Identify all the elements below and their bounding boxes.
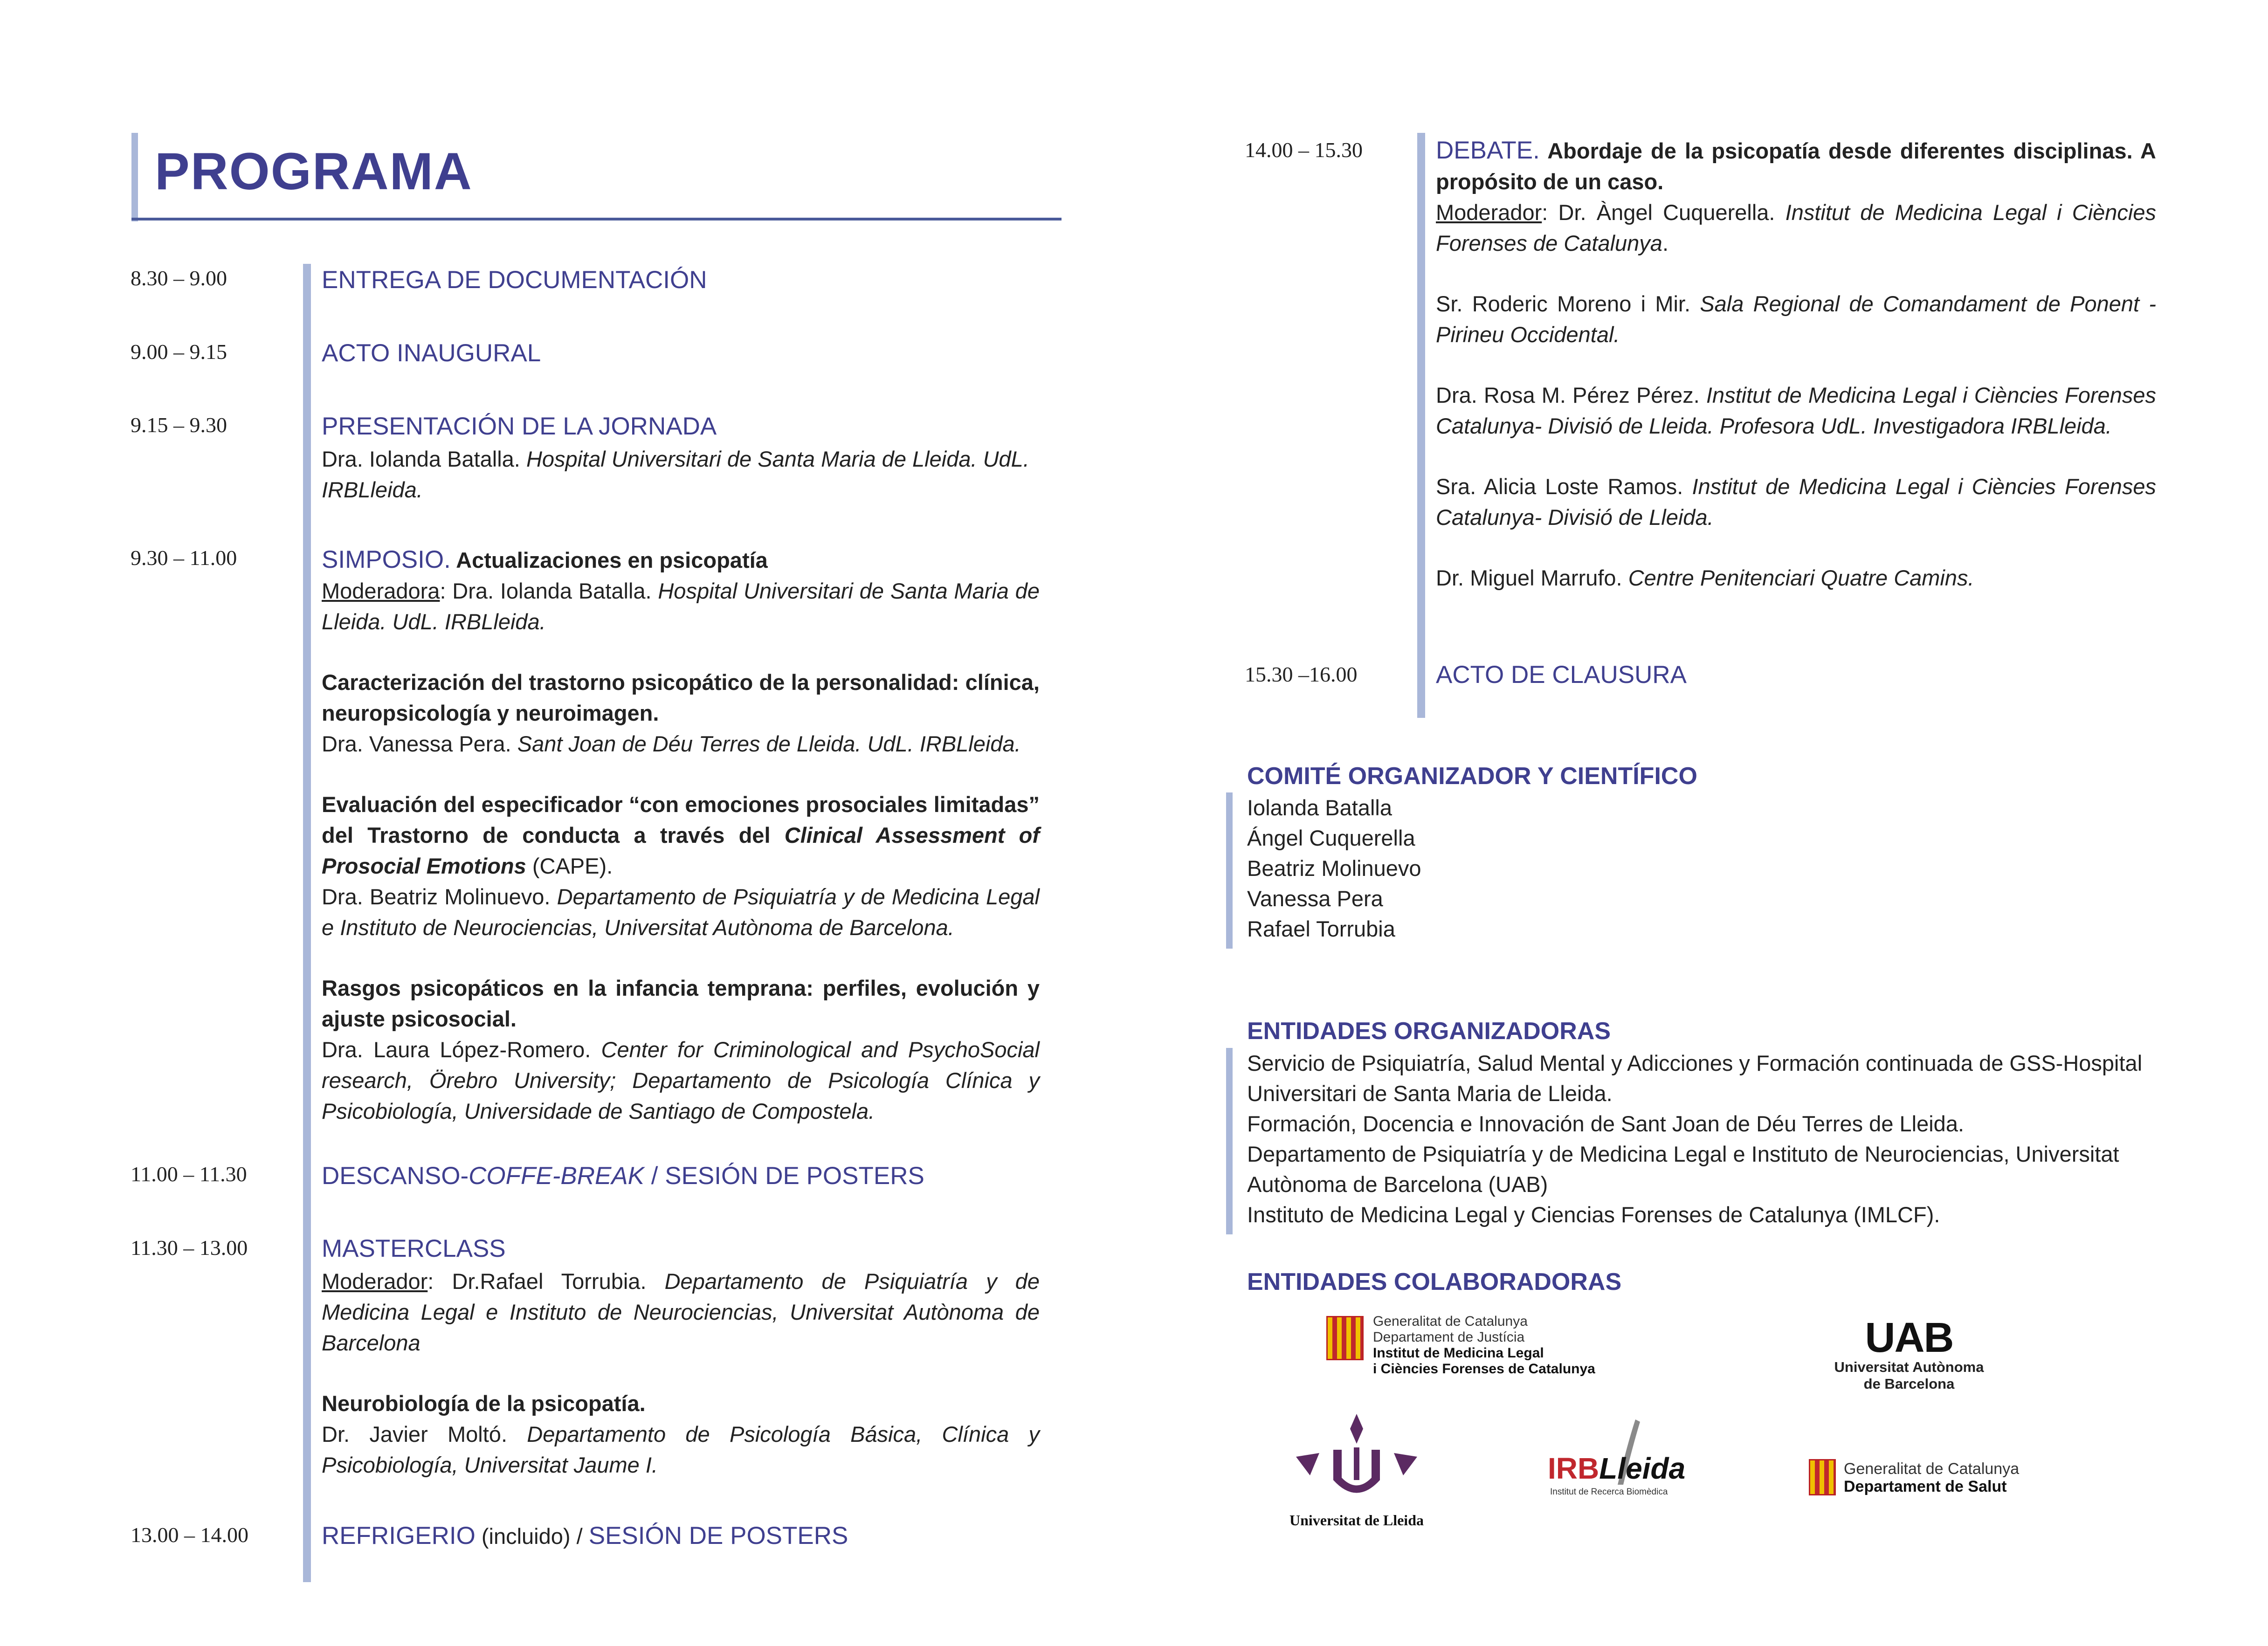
moderator-name: : Dra. Iolanda Batalla. — [440, 579, 658, 603]
time-slot: 11.00 – 11.30 — [131, 1162, 247, 1186]
session-block — [322, 1233, 1040, 1481]
heading-part: / SESIÓN DE POSTERS — [644, 1162, 924, 1190]
panelist-name: Dr. Miguel Marrufo. — [1436, 565, 1628, 590]
speaker-affiliation: Center for Criminological and PsychoSocial research, Örebro University; Departamento de Psicología Clínica y Psicobiología, Universidade de Santiago de Compostela. — [322, 1037, 1040, 1123]
committee-member: Beatriz Molinuevo — [1247, 856, 1421, 881]
moderator-label: Moderador — [1436, 200, 1542, 225]
moderator-label: Moderadora — [322, 579, 440, 603]
moderator-affiliation: Institut de Medicina Legal i Ciències Forenses de Catalunya — [1436, 200, 2156, 255]
time-slot: 8.30 – 9.00 — [131, 266, 227, 290]
heading-part: REFRIGERIO — [322, 1522, 476, 1550]
time-slot: 9.15 – 9.30 — [131, 413, 227, 437]
speaker-name: Dra. Laura López-Romero. — [322, 1037, 601, 1062]
speaker-line — [322, 1419, 1040, 1481]
talk-title-italic: Clinical Assessment of Prosocial Emotions — [322, 823, 1040, 878]
time-slot: 14.00 – 15.30 — [1245, 138, 1363, 162]
heading-note: (incluido) / — [475, 1524, 589, 1549]
uab-logo — [1827, 1317, 1991, 1401]
speaker-line — [322, 882, 1040, 943]
talk-title-part: Evaluación del especificador “con emociones prosociales limitadas” del Trastorno de conducta a través del — [322, 792, 1040, 847]
speaker-affiliation: Departamento de Psiquiatría y de Medicina Legal e Instituto de Neurociencias, Universitat Autònoma de Barcelona. — [322, 884, 1040, 940]
time-slot: 13.00 – 14.00 — [131, 1523, 248, 1547]
talk-title: Neurobiología de la psicopatía. — [322, 1391, 646, 1416]
panelist-line — [1436, 289, 2156, 350]
salut-logo — [1809, 1459, 2051, 1506]
committee-list — [1247, 792, 2175, 944]
session-heading: ACTO INAUGURAL — [322, 339, 541, 367]
logo-line: Generalitat de Catalunya — [1844, 1460, 2020, 1478]
imlcf-logo-text — [1373, 1314, 1595, 1377]
panelist-name: Sr. Roderic Moreno i Mir. — [1436, 291, 1700, 316]
uab-mark: UAB — [1865, 1315, 1953, 1361]
speaker-line — [322, 729, 1040, 759]
organizer-item: Instituto de Medicina Legal y Ciencias Forenses de Catalunya (IMLCF). — [1247, 1202, 1940, 1227]
panelist-affiliation: Centre Penitenciari Quatre Camins. — [1628, 565, 1974, 590]
panelist-affiliation: Sala Regional de Comandament de Ponent - Pirineu Occidental. — [1436, 291, 2157, 347]
speaker-line — [322, 444, 1040, 505]
organizer-item: Formación, Docencia e Innovación de Sant Joan de Déu Terres de Lleida. — [1247, 1111, 1965, 1136]
logo-line: i Ciències Forenses de Catalunya — [1373, 1361, 1595, 1377]
speaker-affiliation: Sant Joan de Déu Terres de Lleida. UdL. IRBLleida. — [517, 731, 1021, 756]
moderator-name: : Dr.Rafael Torrubia. — [427, 1269, 665, 1294]
time-slot: 9.30 – 11.00 — [131, 546, 237, 570]
panelist-line — [1436, 471, 2156, 533]
salut-logo-text — [1844, 1460, 2019, 1495]
logo-line: Departament de Justícia — [1373, 1329, 1525, 1345]
organizers-accent-bar — [1226, 1048, 1233, 1234]
speaker-affiliation: Departamento de Psicología Básica, Clínica y Psicobiología, Universitat Jaume I. — [322, 1422, 1040, 1477]
panelist-name: Sra. Alicia Loste Ramos. — [1436, 474, 1692, 499]
organizers-title: ENTIDADES ORGANIZADORAS — [1247, 1018, 1611, 1045]
irb-wordmark — [1548, 1452, 1685, 1485]
committee-member: Rafael Torrubia — [1247, 916, 1395, 941]
imlcf-logo — [1326, 1314, 1629, 1384]
senyera-icon — [1809, 1459, 1836, 1495]
logo-line: Institut de Medicina Legal — [1373, 1345, 1544, 1361]
session-block — [322, 411, 1040, 505]
talk-title: Caracterización del trastorno psicopático de la personalidad: clínica, neuropsicología y neuroimagen. — [322, 670, 1040, 725]
session-subtitle: Actualizaciones en psicopatía — [450, 548, 768, 572]
session-heading: MASTERCLASS — [322, 1235, 506, 1262]
talk-title: Rasgos psicopáticos en la infancia temprana: perfiles, evolución y ajuste psicosocial. — [322, 976, 1040, 1031]
moderator-affiliation: Hospital Universitari de Santa Maria de Lleida. UdL. IRBLleida. — [322, 579, 1040, 634]
irb-subtitle: Institut de Recerca Biomèdica — [1550, 1487, 1668, 1497]
panelist-line — [1436, 563, 2156, 593]
irb-wordmark-black: Lleida — [1599, 1452, 1686, 1485]
udl-logo-text: Universitat de Lleida — [1289, 1512, 1424, 1529]
speaker-line — [322, 1034, 1040, 1127]
panelist-affiliation: Institut de Medicina Legal i Ciències Forenses Catalunya- Divisió de Lleida. Profesora UdL. Investigadora IRBLleida. — [1436, 383, 2156, 438]
speaker-name: Dra. Beatriz Molinuevo. — [322, 884, 557, 909]
irb-wordmark-red: IRB — [1548, 1452, 1599, 1485]
panelist-affiliation: Institut de Medicina Legal i Ciències Forenses Catalunya- Divisió de Lleida. — [1436, 474, 2156, 530]
panelist-name: Dra. Rosa M. Pérez Pérez. — [1436, 383, 1706, 407]
moderator-line — [322, 1266, 1040, 1358]
moderator-line: Moderador: Dr. Àngel Cuquerella. Institut de Medicina Legal i Ciències Forenses de Catalunya. — [1436, 200, 2156, 255]
organizer-item: Departamento de Psiquiatría y de Medicina Legal e Instituto de Neurociencias, Universitat Autònoma de Barcelona (UAB) — [1247, 1142, 2119, 1197]
committee-member: Iolanda Batalla — [1247, 795, 1392, 820]
heading-part: DESCANSO- — [322, 1162, 469, 1190]
session-subtitle: Abordaje de la psicopatía desde diferentes disciplinas. A propósito de un caso. — [1436, 138, 2156, 194]
speaker-name: Dra. Iolanda Batalla. — [322, 447, 526, 471]
session-heading: ENTREGA DE DOCUMENTACIÓN — [322, 266, 707, 294]
session-heading-line — [1436, 135, 2156, 197]
committee-title: COMITÉ ORGANIZADOR Y CIENTÍFICO — [1247, 763, 1697, 790]
moderator-name: : Dr. Àngel Cuquerella. — [1542, 200, 1785, 225]
session-heading-line — [322, 544, 1040, 576]
heading-italic: COFFE-BREAK — [469, 1162, 645, 1190]
time-slot: 11.30 – 13.00 — [131, 1236, 248, 1260]
udl-logo — [1268, 1410, 1445, 1536]
session-heading: SIMPOSIO. — [322, 546, 451, 573]
time-slot: 15.30 –16.00 — [1245, 662, 1358, 686]
logo-line: Generalitat de Catalunya — [1373, 1314, 1528, 1329]
organizer-item: Servicio de Psiquiatría, Salud Mental y Adicciones y Formación continuada de GSS-Hospital Universitari de Santa Maria de Lleida. — [1247, 1051, 2143, 1106]
moderator-line — [322, 576, 1040, 637]
talk-title-part: (CAPE). — [526, 854, 613, 878]
title-accent-bar — [131, 133, 138, 221]
organizers-list — [1247, 1048, 2175, 1230]
title-underline — [131, 218, 1062, 220]
talk-title — [322, 789, 1040, 882]
right-timeline-bar — [1417, 133, 1425, 718]
title-block — [131, 133, 1062, 221]
session-block — [1436, 135, 2156, 593]
panelist-line — [1436, 380, 2156, 441]
logo-line: Universitat Autònoma — [1834, 1359, 1984, 1375]
page-title: PROGRAMA — [155, 142, 473, 200]
session-heading: PRESENTACIÓN DE LA JORNADA — [322, 413, 717, 440]
moderator-affiliation: Departamento de Psiquiatría y de Medicina Legal e Instituto de Neurociencias, Universitat Autònoma de Barcelona — [322, 1269, 1040, 1355]
speaker-affiliation: Hospital Universitari de Santa Maria de Lleida. UdL. IRBLleida. — [322, 447, 1029, 502]
udl-emblem-icon — [1268, 1410, 1445, 1508]
heading-part: SESIÓN DE POSTERS — [588, 1522, 848, 1550]
committee-member: Vanessa Pera — [1247, 886, 1383, 911]
logo-line: Departament de Salut — [1844, 1478, 2007, 1495]
session-heading: DEBATE. — [1436, 137, 1540, 164]
session-heading: ACTO DE CLAUSURA — [1436, 661, 1687, 689]
senyera-icon — [1326, 1316, 1364, 1360]
committee-accent-bar — [1226, 792, 1233, 949]
time-slot: 9.00 – 9.15 — [131, 340, 227, 364]
irblleida-logo — [1548, 1417, 1702, 1510]
session-block — [322, 544, 1040, 1127]
committee-member: Ángel Cuquerella — [1247, 826, 1415, 850]
speaker-name: Dra. Vanessa Pera. — [322, 731, 517, 756]
moderator-label: Moderador — [322, 1269, 428, 1294]
left-timeline-bar — [303, 264, 311, 1582]
logo-line: de Barcelona — [1863, 1376, 1955, 1392]
session-heading — [322, 1161, 1040, 1191]
speaker-name: Dr. Javier Moltó. — [322, 1422, 527, 1446]
collaborators-title: ENTIDADES COLABORADORAS — [1247, 1268, 1622, 1295]
session-heading — [322, 1521, 1040, 1552]
